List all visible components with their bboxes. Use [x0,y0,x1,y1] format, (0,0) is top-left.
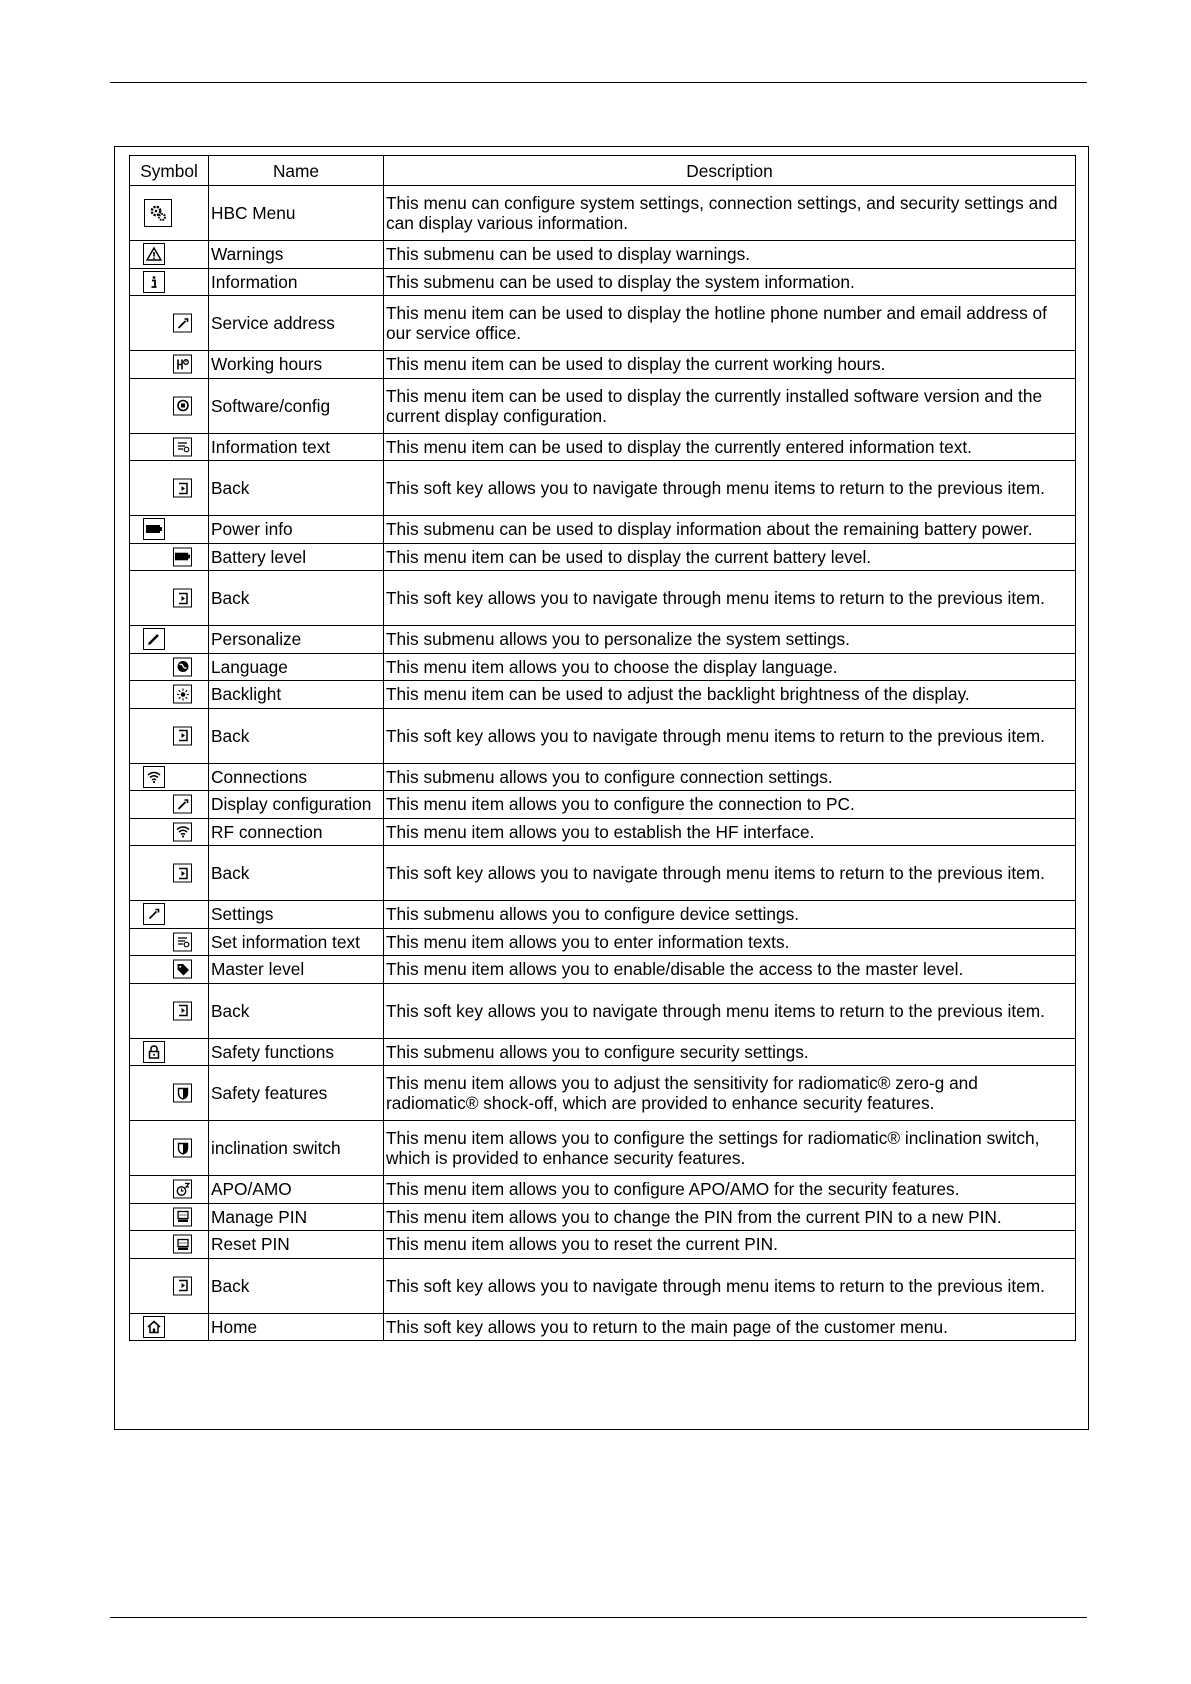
apo-icon [173,1180,192,1199]
battery-icon [143,518,165,540]
table-row [130,351,1076,379]
table-row [130,901,1076,929]
hours-icon [173,355,192,374]
symbol-cell [130,1121,209,1176]
table-row [130,1066,1076,1121]
symbol-cell [130,983,209,1038]
symbol-cell [130,378,209,433]
name-cell: Back [209,1258,384,1313]
name-cell: Safety functions [209,1038,384,1066]
symbol-cell [130,1176,209,1204]
battery-icon [173,547,192,566]
symbol-cell [130,241,209,269]
symbol-cell [130,763,209,791]
description-cell: This soft key allows you to navigate through menu items to return to the previous item. [384,1258,1076,1313]
wrench-icon [173,795,192,814]
name-cell: Back [209,846,384,901]
name-cell: Back [209,571,384,626]
wifi-icon [143,766,165,788]
name-cell: Information text [209,433,384,461]
name-cell: RF connection [209,818,384,846]
symbol-cell [130,1066,209,1121]
footer-rule [110,1617,1087,1618]
gear-icon [144,199,172,227]
sun-icon [173,685,192,704]
table-row [130,378,1076,433]
symbol-cell [130,571,209,626]
description-cell: This menu item allows you to enable/disable the access to the master level. [384,956,1076,984]
header-description: Description [384,156,1076,186]
info-text-icon [173,932,192,951]
table-row [130,626,1076,654]
name-cell: Safety features [209,1066,384,1121]
description-cell: This menu can configure system settings, connection settings, and security settings and can display various information. [384,186,1076,241]
name-cell: Display configuration [209,791,384,819]
symbol-cell [130,351,209,379]
globe-icon [173,657,192,676]
description-cell: This submenu can be used to display information about the remaining battery power. [384,516,1076,544]
symbol-cell [130,956,209,984]
table-header-row [130,156,1076,186]
description-cell: This submenu allows you to configure security settings. [384,1038,1076,1066]
description-cell: This menu item allows you to configure APO/AMO for the security features. [384,1176,1076,1204]
table-row [130,791,1076,819]
back-icon [173,589,192,608]
back-icon [173,726,192,745]
table-row [130,268,1076,296]
table-row [130,818,1076,846]
symbol-table [129,155,1076,1341]
description-cell: This soft key allows you to return to the main page of the customer menu. [384,1313,1076,1341]
description-cell: This menu item allows you to reset the current PIN. [384,1231,1076,1259]
info-text-icon [173,437,192,456]
name-cell: Software/config [209,378,384,433]
name-cell: Language [209,653,384,681]
name-cell: Working hours [209,351,384,379]
name-cell: inclination switch [209,1121,384,1176]
symbol-cell [130,846,209,901]
table-row [130,296,1076,351]
back-icon [173,864,192,883]
symbol-cell [130,626,209,654]
description-cell: This menu item can be used to display the currently entered information text. [384,433,1076,461]
description-cell: This menu item can be used to display the current battery level. [384,543,1076,571]
description-cell: This menu item allows you to enter information texts. [384,928,1076,956]
name-cell: HBC Menu [209,186,384,241]
software-icon [173,396,192,415]
table-row [130,1038,1076,1066]
name-cell: Backlight [209,681,384,709]
back-icon [173,479,192,498]
symbol-cell [130,433,209,461]
name-cell: Manage PIN [209,1203,384,1231]
table-row [130,241,1076,269]
table-row [130,1121,1076,1176]
wifi-icon [173,822,192,841]
name-cell: Information [209,268,384,296]
table-row [130,1258,1076,1313]
symbol-cell [130,928,209,956]
symbol-cell [130,268,209,296]
back-icon [173,1276,192,1295]
table-row [130,1313,1076,1341]
pin-icon [173,1207,192,1226]
name-cell: Reset PIN [209,1231,384,1259]
wrench-icon [173,314,192,333]
name-cell: Home [209,1313,384,1341]
description-cell: This soft key allows you to navigate through menu items to return to the previous item. [384,708,1076,763]
symbol-cell [130,296,209,351]
table-row [130,983,1076,1038]
table-row [130,1203,1076,1231]
table-row [130,681,1076,709]
table-row [130,846,1076,901]
description-cell: This soft key allows you to navigate through menu items to return to the previous item. [384,571,1076,626]
name-cell: Service address [209,296,384,351]
table-row [130,433,1076,461]
description-cell: This menu item can be used to display the currently installed software version and the current display configuration. [384,378,1076,433]
description-cell: This submenu allows you to personalize the system settings. [384,626,1076,654]
description-cell: This submenu allows you to configure connection settings. [384,763,1076,791]
description-cell: This menu item allows you to change the PIN from the current PIN to a new PIN. [384,1203,1076,1231]
table-row [130,956,1076,984]
table-row [130,1176,1076,1204]
symbol-cell [130,791,209,819]
symbol-cell [130,1313,209,1341]
warning-icon [143,243,165,265]
symbol-cell [130,653,209,681]
name-cell: Set information text [209,928,384,956]
symbol-cell [130,1258,209,1313]
name-cell: Master level [209,956,384,984]
shield-icon [173,1139,192,1158]
table-row [130,571,1076,626]
table-row [130,543,1076,571]
wrench-icon [143,903,165,925]
symbol-cell [130,186,209,241]
symbol-cell [130,461,209,516]
symbol-cell [130,1038,209,1066]
description-cell: This submenu can be used to display warnings. [384,241,1076,269]
name-cell: Back [209,708,384,763]
table-row [130,516,1076,544]
symbol-cell [130,1203,209,1231]
name-cell: Warnings [209,241,384,269]
description-cell: This soft key allows you to navigate through menu items to return to the previous item. [384,461,1076,516]
table-row [130,186,1076,241]
symbol-cell [130,543,209,571]
symbol-cell [130,818,209,846]
description-cell: This menu item allows you to choose the display language. [384,653,1076,681]
table-row [130,928,1076,956]
info-icon [143,271,165,293]
table-row [130,763,1076,791]
symbol-cell [130,1231,209,1259]
description-cell: This menu item can be used to display the current working hours. [384,351,1076,379]
header-symbol: Symbol [130,156,209,186]
description-cell: This menu item allows you to configure the settings for radiomatic® inclination switch, which is provided to enhance security features. [384,1121,1076,1176]
table-row [130,1231,1076,1259]
pencil-icon [143,628,165,650]
description-cell: This soft key allows you to navigate through menu items to return to the previous item. [384,983,1076,1038]
back-icon [173,1001,192,1020]
master-key-icon [173,960,192,979]
name-cell: Personalize [209,626,384,654]
name-cell: Back [209,983,384,1038]
description-cell: This submenu allows you to configure device settings. [384,901,1076,929]
description-cell: This menu item allows you to configure the connection to PC. [384,791,1076,819]
name-cell: Battery level [209,543,384,571]
name-cell: Settings [209,901,384,929]
header-name: Name [209,156,384,186]
name-cell: Power info [209,516,384,544]
symbol-cell [130,681,209,709]
table-row [130,461,1076,516]
description-cell: This menu item allows you to establish the HF interface. [384,818,1076,846]
description-cell: This menu item can be used to display the hotline phone number and email address of our service office. [384,296,1076,351]
description-cell: This submenu can be used to display the system information. [384,268,1076,296]
description-cell: This soft key allows you to navigate through menu items to return to the previous item. [384,846,1076,901]
description-cell: This menu item allows you to adjust the sensitivity for radiomatic® zero-g and radiomatic® shock-off, which are provided to enhance security features. [384,1066,1076,1121]
symbol-cell [130,708,209,763]
table-row [130,653,1076,681]
name-cell: APO/AMO [209,1176,384,1204]
symbol-cell [130,901,209,929]
table-row [130,708,1076,763]
header-rule [110,82,1087,83]
name-cell: Back [209,461,384,516]
description-cell: This menu item can be used to adjust the backlight brightness of the display. [384,681,1076,709]
home-icon [143,1316,165,1338]
lock-icon [143,1041,165,1063]
symbol-cell [130,516,209,544]
pin-icon [173,1235,192,1254]
shield-icon [173,1084,192,1103]
name-cell: Connections [209,763,384,791]
